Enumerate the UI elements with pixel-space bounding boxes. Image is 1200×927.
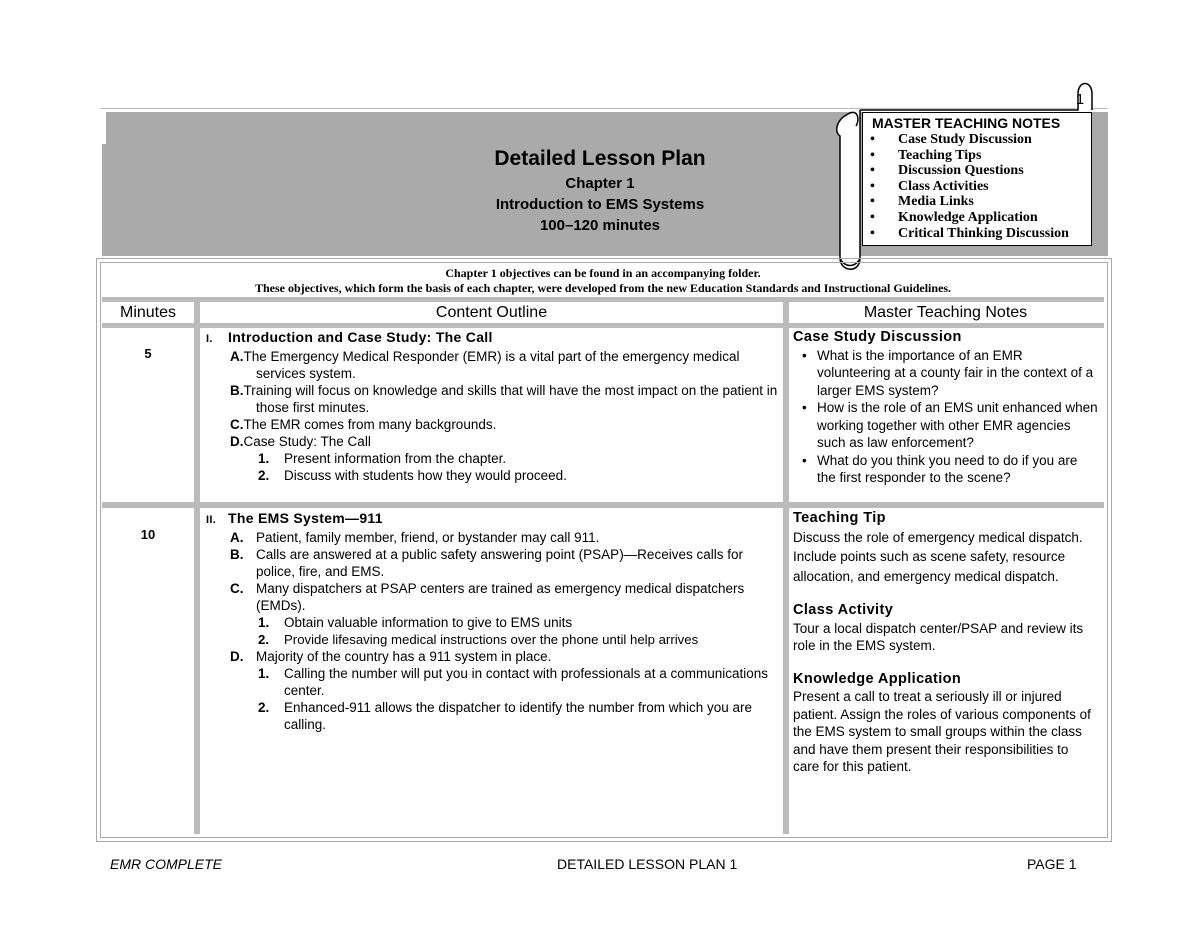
- column-header-notes: Master Teaching Notes: [863, 304, 1028, 321]
- outline-item: C. Many dispatchers at PSAP centers are trained as emergency medical dispatchers (EMDs).: [230, 581, 745, 613]
- master-notes-list: [870, 132, 1069, 241]
- outline-item: C.The EMR comes from many backgrounds.: [230, 417, 497, 432]
- case-study-questions: [793, 347, 1098, 487]
- objectives-line-1: Chapter 1 objectives can be found in an accompanying folder.: [445, 266, 761, 280]
- master-notes-item: • Class Activities: [870, 179, 1069, 195]
- master-notes-title: MASTER TEACHING NOTES: [872, 115, 1061, 131]
- header-rule-bottom: [102, 323, 1104, 328]
- section-1-notes: [793, 329, 1098, 487]
- column-header-content: Content Outline: [435, 304, 548, 321]
- footer-center: DETAILED LESSON PLAN 1: [557, 856, 738, 872]
- outline-subitem: 1. Obtain valuable information to give to EMS units: [258, 615, 573, 630]
- outline-item: D.Case Study: The Call: [230, 434, 371, 449]
- outline-item: B. Calls are answered at a public safety answering point (PSAP)—Receives calls for police, fire, and EMS.: [230, 547, 743, 579]
- discussion-question: • What is the importance of an EMR volunteering at a county fair in the context of a larger EMS system?: [793, 347, 1098, 400]
- column-divider-2: [783, 300, 789, 834]
- section-2-notes: [793, 510, 1098, 776]
- outline-subitem: 2. Enhanced-911 allows the dispatcher to identify the number from which you are calling.: [258, 700, 753, 732]
- master-notes-item: • Discussion Questions: [870, 163, 1069, 179]
- teaching-tip-text: Discuss the role of emergency medical dispatch. Include points such as scene safety, resource allocation, and emergency medical dispatch.: [793, 529, 1083, 584]
- objectives-line-2: These objectives, which form the basis of each chapter, were developed from the new Education Standards and Instructional Guidelines.: [254, 281, 952, 295]
- section-1-roman: I.: [206, 333, 213, 345]
- section-1-heading: [206, 329, 782, 348]
- master-notes-item: • Teaching Tips: [870, 148, 1069, 164]
- section-2-content: [206, 510, 782, 733]
- section-1-content: [206, 329, 782, 484]
- class-activity-heading: Class Activity: [793, 602, 894, 618]
- column-divider-1: [194, 300, 200, 834]
- header-rule-top: [102, 297, 1104, 302]
- outline-item: A. Patient, family member, friend, or bystander may call 911.: [230, 530, 600, 545]
- chapter-subtitle: Introduction to EMS Systems: [495, 196, 705, 213]
- knowledge-application-heading: Knowledge Application: [793, 670, 962, 687]
- knowledge-application-text: Present a call to treat a seriously ill or injured patient. Assign the roles of various components of the EMS system to small groups within the class and have them present their responsibilities to care for this patient.: [793, 689, 1091, 774]
- outline-subitem: 1. Calling the number will put you in contact with professionals at a communications center.: [258, 666, 768, 698]
- section-2-title: The EMS System—911: [228, 510, 383, 526]
- outline-subitem: 1. Present information from the chapter.: [258, 451, 507, 466]
- footer-left: EMR COMPLETE: [110, 856, 223, 872]
- teaching-tip-heading: Teaching Tip: [793, 510, 886, 526]
- page-title: Detailed Lesson Plan: [494, 147, 706, 170]
- master-notes-item: • Critical Thinking Discussion: [870, 226, 1069, 242]
- section-1-minutes: 5: [144, 346, 152, 361]
- master-notes-item: • Knowledge Application: [870, 210, 1069, 226]
- outline-item: A.The Emergency Medical Responder (EMR) is a vital part of the emergency medical services system.: [230, 349, 740, 381]
- master-notes-item: • Media Links: [870, 194, 1069, 210]
- outline-subitem: 2. Provide lifesaving medical instructions over the phone until help arrives: [258, 632, 699, 647]
- discussion-question: • What do you think you need to do if you are the first responder to the scene?: [793, 452, 1098, 487]
- lesson-duration: 100–120 minutes: [539, 217, 661, 234]
- header-notch: [102, 112, 106, 144]
- section-2-minutes: 10: [140, 527, 156, 542]
- header-title-block: [376, 145, 824, 236]
- section-1-title: Introduction and Case Study: The Call: [228, 329, 493, 345]
- master-notes-item: • Case Study Discussion: [870, 132, 1069, 148]
- section-2-roman: II.: [206, 514, 217, 526]
- case-study-heading: Case Study Discussion: [793, 329, 962, 345]
- class-activity-text: Tour a local dispatch center/PSAP and review its role in the EMS system.: [793, 620, 1084, 653]
- footer-right: PAGE 1: [1027, 856, 1077, 872]
- discussion-question: • How is the role of an EMS unit enhanced when working together with other EMR agencies such as law enforcement?: [793, 399, 1098, 452]
- section-divider: [102, 502, 1104, 508]
- section-2-heading: [206, 510, 782, 529]
- outline-item: B.Training will focus on knowledge and skills that will have the most impact on the patient in those first minutes.: [230, 383, 778, 415]
- outline-subitem: 2. Discuss with students how they would proceed.: [258, 468, 567, 483]
- scroll-page-number: 1: [1075, 91, 1085, 108]
- column-header-minutes: Minutes: [119, 304, 177, 321]
- chapter-label: Chapter 1: [565, 175, 635, 192]
- outline-item: D. Majority of the country has a 911 system in place.: [230, 649, 552, 664]
- objectives-note: [100, 266, 1106, 296]
